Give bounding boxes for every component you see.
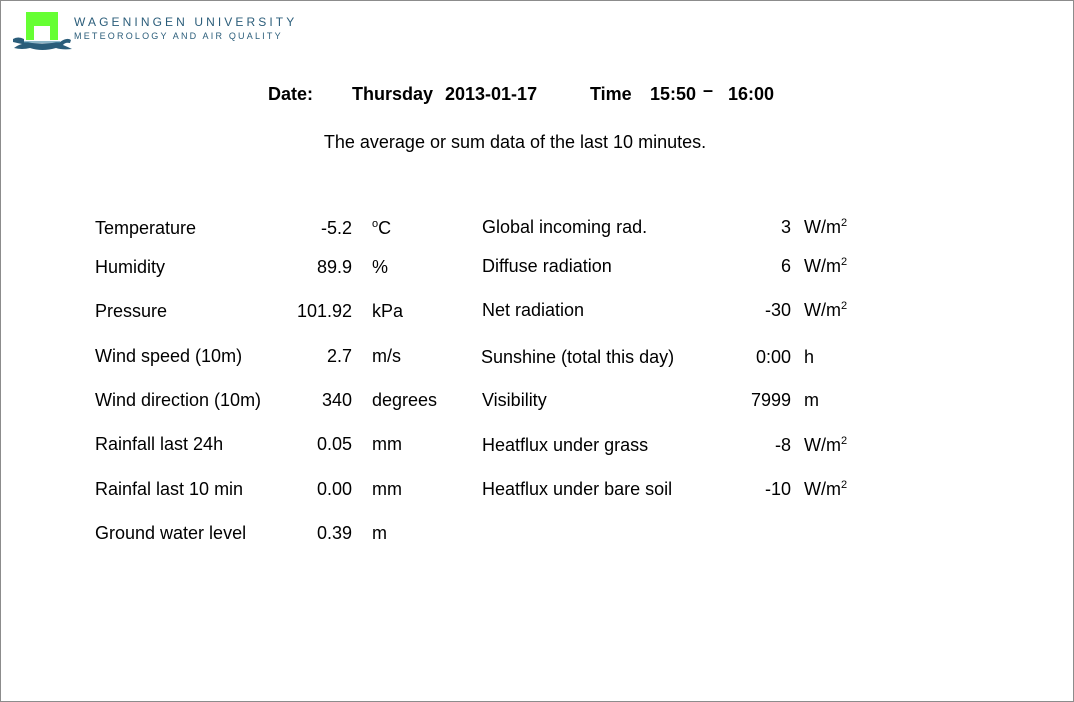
date-value: 2013-01-17	[445, 84, 538, 104]
row-unit: $W/m^2$	[804, 217, 848, 237]
data-row-sunshine	[0, 347, 1074, 371]
row-value: 0.05	[316, 434, 352, 454]
organization-block	[74, 16, 297, 41]
row-unit: $W/m^2$	[804, 435, 848, 455]
row-value: 0:00	[755, 347, 791, 367]
date-label: Date:	[268, 84, 314, 104]
data-row-ground-water	[0, 523, 1074, 547]
row-label: Temperature	[95, 218, 197, 238]
row-label: Visibility	[482, 390, 547, 410]
time-end: 16:00	[728, 84, 775, 104]
row-unit: %	[372, 257, 389, 277]
row-label: Net radiation	[482, 300, 585, 320]
row-label: Heatflux under grass	[482, 435, 649, 455]
row-label: Diffuse radiation	[482, 256, 612, 276]
row-unit: m/s	[372, 346, 401, 366]
data-row-diffuse-radiation	[0, 256, 1074, 280]
university-name: WAGENINGEN UNIVERSITY	[74, 15, 298, 29]
row-unit: $W/m^2$	[804, 479, 848, 499]
data-row-visibility	[0, 390, 1074, 414]
data-row-heatflux-bare-soil	[0, 479, 1074, 503]
row-unit: $W/m^2$	[804, 300, 848, 320]
time-label: Time	[590, 84, 632, 104]
department-name: METEOROLOGY AND AIR QUALITY	[74, 31, 283, 41]
row-value: 7999	[750, 390, 791, 410]
row-value: 3	[780, 217, 791, 237]
row-value: 0.39	[316, 523, 352, 543]
row-value: 2.7	[326, 346, 352, 366]
row-label: Wind speed (10m)	[95, 346, 243, 366]
row-unit: $W/m^2$	[804, 256, 848, 276]
row-label: Wind direction (10m)	[95, 390, 262, 410]
row-value: 6	[780, 256, 791, 276]
row-value: 89.9	[316, 257, 352, 277]
row-label: Rainfal last 10 min	[95, 479, 244, 499]
row-label: Heatflux under bare soil	[482, 479, 673, 499]
data-row-net-radiation	[0, 300, 1074, 324]
row-value: -10	[764, 479, 791, 499]
row-unit: kPa	[372, 301, 404, 321]
row-unit: degrees	[372, 390, 438, 410]
row-unit: mm	[372, 434, 402, 454]
row-label: Sunshine (total this day)	[481, 347, 675, 367]
row-value: 340	[321, 390, 352, 410]
row-value: -8	[774, 435, 791, 455]
data-row-global-radiation	[0, 217, 1074, 241]
row-value: 0.00	[316, 479, 352, 499]
row-unit: mm	[372, 479, 402, 499]
row-unit: h	[804, 347, 815, 367]
row-label: Rainfall last 24h	[95, 434, 224, 454]
row-label: Humidity	[95, 257, 166, 277]
day-value: Thursday	[352, 84, 434, 104]
row-unit: $^o$C	[372, 218, 392, 238]
row-label: Ground water level	[95, 523, 247, 543]
row-value: -30	[764, 300, 791, 320]
row-unit: m	[372, 523, 387, 543]
subtitle: The average or sum data of the last 10 minutes.	[323, 132, 707, 152]
row-label: Global incoming rad.	[482, 217, 648, 237]
row-label: Pressure	[95, 301, 168, 321]
row-unit: m	[804, 390, 819, 410]
data-row-heatflux-grass	[0, 435, 1074, 459]
time-separator: –	[703, 80, 714, 100]
wageningen-logo-icon	[12, 12, 72, 54]
row-value: -5.2	[320, 218, 352, 238]
row-value: 101.92	[296, 301, 352, 321]
time-start: 15:50	[650, 84, 697, 104]
